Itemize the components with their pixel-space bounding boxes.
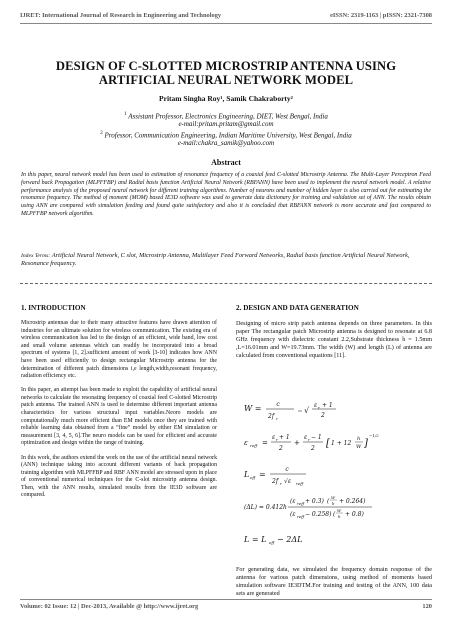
svg-text:2f: 2f <box>272 478 279 485</box>
affiliation-1-email <box>20 120 432 129</box>
equation-length <box>243 535 302 545</box>
svg-text:r: r <box>276 416 278 421</box>
svg-text:ε: ε <box>272 434 276 441</box>
email-2: e-mail:chakra_samik@yahoo.com <box>177 138 275 147</box>
svg-text:(: ( <box>327 498 330 505</box>
svg-text:=: = <box>262 439 268 447</box>
svg-text:h: h <box>338 514 341 519</box>
svg-text:ε: ε <box>304 434 308 441</box>
svg-text:]: ] <box>364 438 368 449</box>
svg-text:W: W <box>331 495 336 500</box>
index-terms-label: Index Terms: <box>21 253 51 259</box>
intro-paragraph-2: In this paper, an attempt has been made to exploit the capability of artificial neural networks to calculate the resonating frequency of coaxial feed C-slotted Microstrip patch antenna. The trained ANN is used to determine different important antenna characteristics for various structural input variables.Neoro models are computationally much more efficient than EM models once they are trained with reliable learning data obtained from a “fine” model by either EM simulation or measurement [3, 4, 5, 6].The neuro models can be used for efficient and accurate optimization and design within the range of training. <box>21 387 217 447</box>
introduction-heading: 1. INTRODUCTION <box>21 304 86 312</box>
svg-text:r: r <box>280 481 282 486</box>
svg-text:+ 0.8): + 0.8) <box>345 511 364 518</box>
svg-text:√: √ <box>304 406 310 415</box>
svg-text:reff: reff <box>250 443 258 448</box>
abstract-text: In this paper, neural network model has been used to estimation of resonance frequency of a coaxial feed C-slotted Microstrip Antenna. The Multi-Layer Perceptron Feed forward back Propagation (MLPFFBP) and Radial basis function Artificial Neural Network (RBFANN) have been used to implement the neural network model. A relative performance analysis of the proposed neural network for different training algorithms. Number of neurons and number of hidden layer is also carried out for estimating the resonance frequency. The method of moment (MOM) based IE3D software was used to generate data dictionary for training and validation set of ANN. The results obtain using ANN are compared with simulation feeding and found quite satisfactory and also it is concluded that RBFANN network is more accurate and fast compared to MLPFFBP network algorithm. <box>21 172 431 217</box>
design-paragraph-2: For generating data, we simulated the frequency domain response of the antenna for various patch dimensions, using method of moments based simulation software IE3DTM.For training and testing of the ANN, 100 data sets are generated <box>236 567 432 598</box>
intro-paragraph-1: Microstrip antennas due to their many attractive features have drawn attention of industries for an ultimate solution for wireless communication. The existing era of wireless communication has led to the design of an efficient, wide band, low cost and small volume antennas which can readily be incorporated into a broad spectrum of systems [1, 2].sufficient amount of work [3-10] indicates how ANN have been used efficiently to design rectangular Microstrip antenna for the determination of different patch dimensions i,e length,width,resonant frequency, radiation efficiency etc. <box>21 320 217 380</box>
equation-width <box>244 401 336 421</box>
svg-text:2: 2 <box>279 445 283 452</box>
design-equations <box>242 397 427 557</box>
footer-divider <box>20 599 432 600</box>
svg-text:r: r <box>318 405 320 410</box>
svg-text:reff: reff <box>297 501 305 506</box>
svg-text:h: h <box>332 501 335 506</box>
svg-text:(: ( <box>333 511 336 518</box>
svg-text:− 1: − 1 <box>311 434 322 441</box>
svg-text:√ε: √ε <box>284 478 292 485</box>
svg-text:ε: ε <box>244 439 248 447</box>
page-number: 120 <box>422 603 432 610</box>
index-terms-list: Artificial Neural Network, C slot, Microstrip Antenna, Multilayer Feed Forward Networks, Radial basis function Artificial Neural Network, Resonance frequency. <box>21 252 410 268</box>
svg-text:W =: W = <box>244 404 262 413</box>
svg-text:c: c <box>276 401 280 408</box>
svg-text:− 2ΔL: − 2ΔL <box>277 535 303 544</box>
svg-text:L: L <box>244 470 250 479</box>
equation-delta-length <box>244 495 372 519</box>
index-terms <box>21 252 431 268</box>
svg-text:h: h <box>357 436 361 442</box>
affiliation-1-text: Assistant Professor, Electronics Engineering, DIET, West Bengal, India <box>128 112 328 121</box>
left-column <box>21 304 217 507</box>
svg-text:ε: ε <box>314 402 318 409</box>
equation-effective-permittivity <box>244 433 379 452</box>
issn: eISSN: 2319-1163 | pISSN: 2321-7308 <box>330 12 432 19</box>
svg-text:2: 2 <box>321 412 325 419</box>
intro-paragraph-3: In this work, the authors extend the work on the use of the artificial neural network (ANN) technique taking into account different variants of back propagation training algorithm with MLPFFBP and RBF ANN model are stressed upon in place of conventional numerical techniques for the C-slot microstrip antenna design. Then, with the ANN results, simulated results from the IE3D software are compared. <box>21 454 217 499</box>
svg-text:+: + <box>294 439 300 447</box>
svg-text:=: = <box>259 470 266 479</box>
title-line-1: DESIGN OF C-SLOTTED MICROSTRIP ANTENNA USING <box>55 59 397 73</box>
svg-text:+ 1: + 1 <box>279 434 290 441</box>
svg-text:reff: reff <box>296 481 304 486</box>
affiliation-2-number: 2 <box>100 131 103 136</box>
header-divider <box>20 23 432 24</box>
svg-text:c: c <box>285 466 289 473</box>
abstract-heading: Abstract <box>211 158 241 167</box>
design-paragraph-1: Designing of micro strip patch antenna depends on three parameters. In this paper The rectangular patch Microstrip antenna is designed to resonate at 6.8 GHz frequency with dielectric constant 2.2,Substrate thickness h = 1.5mm ,L=16.01mm and W=19.73mm. The width (W) and length (L) of antenna are calculated from conventional equations [11]. <box>236 321 432 360</box>
svg-text:W: W <box>337 508 342 513</box>
paper-title <box>20 59 432 87</box>
svg-text:+ 0.3): + 0.3) <box>305 498 324 505</box>
svg-text:(ε: (ε <box>290 511 296 518</box>
equation-effective-length <box>243 466 306 486</box>
title-line-2: ARTIFICIAL NEURAL NETWORK MODEL <box>98 73 354 87</box>
svg-text:[: [ <box>326 438 330 449</box>
affiliation-2-text: Professor, Communication Engineering, Indian Maritime University, West Bengal, India <box>104 131 352 140</box>
svg-text:1 + 12: 1 + 12 <box>331 440 352 447</box>
svg-text:− 0.258): − 0.258) <box>305 511 332 518</box>
svg-text:eff: eff <box>269 540 275 545</box>
svg-text:reff: reff <box>297 514 305 519</box>
svg-text:r: r <box>276 437 278 442</box>
section-separator <box>20 283 432 284</box>
design-heading: 2. DESIGN AND DATA GENERATION <box>236 304 359 312</box>
svg-text:+ 0.264): + 0.264) <box>339 498 366 505</box>
svg-text:eff: eff <box>250 475 256 480</box>
affiliation-1-number: 1 <box>124 112 127 117</box>
running-footer <box>20 603 432 610</box>
svg-text:r: r <box>308 437 310 442</box>
svg-text:−1/2: −1/2 <box>369 433 379 438</box>
authors: Pritam Singha Roy¹, Samik Chakraborty² <box>159 94 293 103</box>
svg-text:+ 1: + 1 <box>322 402 333 409</box>
svg-text:2: 2 <box>311 445 315 452</box>
right-column <box>236 304 432 367</box>
svg-text:W: W <box>356 444 362 450</box>
footer-volume: Volume: 02 Issue: 12 | Dec-2013, Available @ http://www.ijret.org <box>20 603 199 610</box>
svg-text:2f: 2f <box>268 413 275 420</box>
svg-text:(ΔL) = 0.412h: (ΔL) = 0.412h <box>244 504 287 511</box>
svg-text:(ε: (ε <box>290 498 296 505</box>
running-header <box>20 12 432 19</box>
journal-name: IJRET: International Journal of Research in Engineering and Technology <box>20 12 222 19</box>
affiliation-2-email <box>20 139 432 148</box>
email-1: e-mail:pritam.pritam@gmail.com <box>178 119 274 128</box>
svg-text:L = L: L = L <box>244 535 267 544</box>
